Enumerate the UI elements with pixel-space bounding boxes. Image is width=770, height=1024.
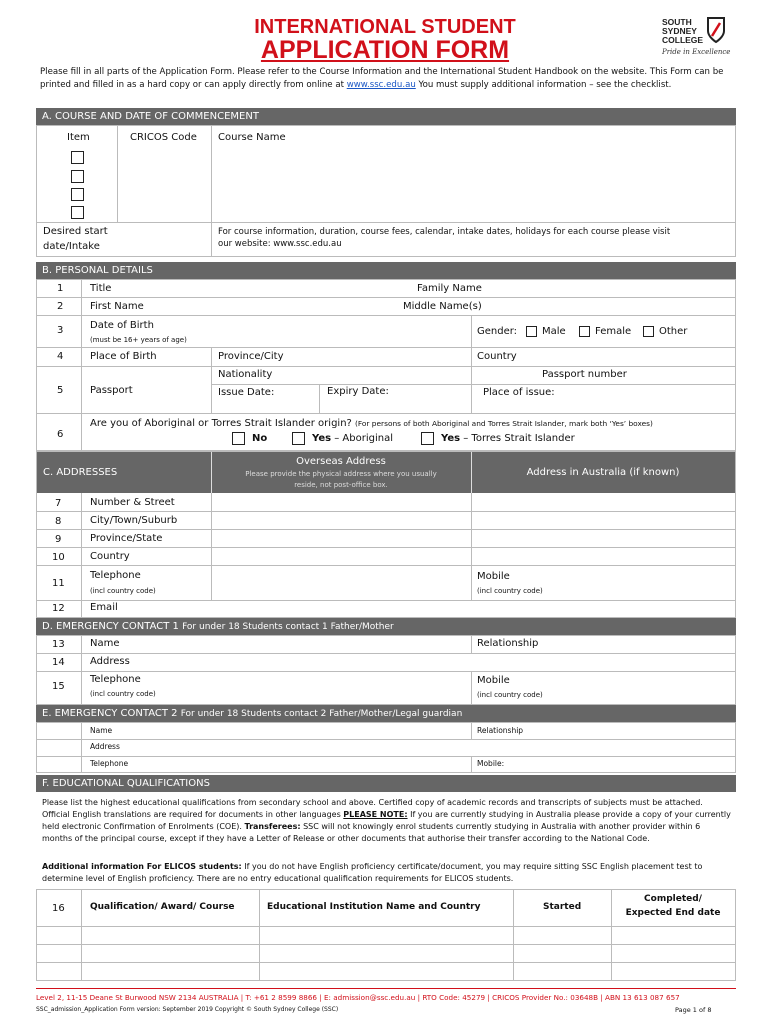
ec2-mobile-label: Mobile: (477, 759, 505, 768)
country-label: Country (477, 351, 517, 362)
gender-male-label: Male (542, 326, 566, 337)
aboriginal-yes-bold: Yes (312, 433, 332, 444)
aboriginal-question-text: Are you of Aboriginal or Torres Strait Islander origin? (90, 418, 352, 429)
row-num-4: 4 (57, 351, 64, 362)
aboriginal-yes-text: – Aboriginal (334, 433, 393, 444)
row-num-6: 6 (57, 429, 64, 440)
gender-other-checkbox[interactable] (643, 326, 654, 337)
row-num-16: 16 (52, 903, 65, 914)
row-num-7: 7 (55, 498, 62, 509)
address-telephone-label: Telephone (90, 570, 141, 581)
qual-para-1a: Please list the highest educational qualifications from secondary school and above. Certified copy of academic records and transcripts of subjects must be attached. Official English translations are required for documents in other languages (42, 798, 703, 819)
overseas-address-title: Overseas Address (296, 456, 386, 467)
form-title-line2: APPLICATION FORM (260, 36, 510, 64)
nationality-label: Nationality (218, 369, 273, 380)
logo-slogan: Pride in Excellence (662, 48, 731, 56)
street-label: Number & Street (90, 497, 175, 508)
row-num-14: 14 (52, 657, 65, 668)
footer-divider (36, 988, 736, 989)
gender-other-label: Other (659, 326, 688, 337)
qualifications-table (36, 889, 736, 981)
row-num-8: 8 (55, 516, 62, 527)
row-num-10: 10 (52, 552, 65, 563)
intro-text-2: You must supply additional information – see the checklist. (415, 80, 672, 90)
section-e-subtitle: For under 18 Students contact 2 Father/Mother/Legal guardian (180, 709, 463, 719)
logo-text-1: SOUTH (662, 17, 692, 27)
qual-para-1b: If you are currently studying in Australia please provide a copy of your currently held electronic Confirmation of Enrolments (COE). (42, 810, 731, 831)
section-b-title: B. PERSONAL DETAILS (42, 265, 153, 276)
passport-number-label: Passport number (542, 369, 627, 380)
qualifications-instructions (42, 797, 732, 845)
middle-name-label: Middle Name(s) (403, 301, 482, 312)
torres-yes-text: – Torres Strait Islander (463, 433, 575, 444)
section-d-table (36, 635, 736, 705)
qual-please-note: PLEASE NOTE: (343, 810, 408, 819)
section-a-title: A. COURSE AND DATE OF COMMENCEMENT (42, 111, 259, 122)
section-a-header (36, 108, 736, 125)
place-of-birth-label: Place of Birth (90, 351, 157, 362)
title-label: Title (90, 283, 112, 294)
logo-text-3: COLLEGE (662, 35, 704, 45)
elicos-bold: Additional information For ELICOS students: (42, 862, 242, 871)
ec1-mobile-label: Mobile (477, 675, 510, 686)
section-b-header (36, 262, 736, 279)
section-c-title: C. ADDRESSES (43, 467, 118, 478)
course-checkbox-2[interactable] (71, 170, 84, 183)
col-cricos: CRICOS Code (130, 132, 197, 143)
col-completed-1: Completed/ (644, 894, 702, 904)
ec1-telephone-label: Telephone (90, 674, 141, 685)
course-checkbox-4[interactable] (71, 206, 84, 219)
course-checkbox-3[interactable] (71, 188, 84, 201)
start-date-label-2: date/Intake (43, 241, 100, 252)
passport-label: Passport (90, 385, 133, 396)
col-completed-2: Expected End date (625, 908, 721, 918)
aboriginal-yes-checkbox[interactable] (292, 432, 305, 445)
section-f-title: F. EDUCATIONAL QUALIFICATIONS (42, 778, 210, 789)
overseas-note-2: reside, not post-office box. (294, 481, 388, 489)
place-of-issue-label: Place of issue: (483, 387, 555, 398)
section-d-subtitle: For under 18 Students contact 1 Father/Mother (182, 622, 394, 632)
dob-note: (must be 16+ years of age) (90, 336, 187, 344)
issue-date-label: Issue Date: (218, 387, 275, 398)
row-num-11: 11 (52, 578, 65, 589)
address-telephone-note: (incl country code) (90, 587, 156, 595)
section-f-header (36, 775, 736, 792)
address-country-label: Country (90, 551, 130, 562)
row-num-15: 15 (52, 681, 65, 692)
ec2-relationship-label: Relationship (477, 726, 524, 735)
aboriginal-question (90, 418, 653, 429)
website-link[interactable]: www.ssc.edu.au (346, 80, 416, 90)
logo-text-2: SYDNEY (662, 26, 697, 36)
shield-icon (706, 16, 726, 44)
qual-transferees: Transferees: (244, 822, 301, 831)
gender-female-checkbox[interactable] (579, 326, 590, 337)
row-num-2: 2 (57, 301, 64, 312)
footer-version: SSC_admission_Application Form version: September 2019 Copyright © South Sydney College (SSC) (36, 1006, 339, 1013)
australia-address-title: Address in Australia (if known) (526, 467, 680, 478)
row-num-13: 13 (52, 639, 65, 650)
row-num-3: 3 (57, 325, 64, 336)
footer-page: Page 1 of 8 (675, 1006, 712, 1014)
section-b-table (36, 279, 736, 451)
ec1-telephone-note: (incl country code) (90, 690, 156, 698)
course-info-line1: For course information, duration, course fees, calendar, intake dates, holidays for each course please visit (218, 227, 671, 237)
aboriginal-no-checkbox[interactable] (232, 432, 245, 445)
intro-text-1: Please fill in all parts of the Application Form. Please refer to the Course Information and the International Student Handbook on the website. This Form can be printed and filled in as a hard copy or can apply directly from online at (40, 67, 724, 90)
city-label: City/Town/Suburb (90, 515, 178, 526)
col-item: Item (67, 132, 90, 143)
row-num-12: 12 (52, 603, 65, 614)
gender-female-label: Female (595, 326, 632, 337)
dob-label: Date of Birth (90, 320, 154, 331)
section-d-title: D. EMERGENCY CONTACT 1 (42, 621, 179, 632)
email-label: Email (90, 602, 118, 613)
qual-para-1c: SSC will not knowingly enrol students currently studying in Australia with another provider within 6 months of the principal course, except if they have a Letter of Release or other documents that authorise their transfer according to the National Code. (42, 822, 701, 843)
section-e-title: E. EMERGENCY CONTACT 2 (42, 708, 178, 719)
col-course-name: Course Name (218, 132, 286, 143)
aboriginal-no-label: No (252, 433, 268, 444)
expiry-date-label: Expiry Date: (327, 386, 389, 397)
row-num-9: 9 (55, 534, 62, 545)
overseas-note-1: Please provide the physical address where you usually (245, 470, 437, 478)
course-checkbox-1[interactable] (71, 151, 84, 164)
family-name-label: Family Name (417, 283, 482, 294)
aboriginal-yes-label (312, 433, 393, 444)
section-e-table (36, 722, 736, 773)
province-city-label: Province/City (218, 351, 284, 362)
ec1-mobile-note: (incl country code) (477, 691, 543, 699)
form-title-line1: INTERNATIONAL STUDENT (254, 16, 516, 38)
torres-yes-label (441, 433, 575, 444)
course-info-line2: our website: www.ssc.edu.au (218, 239, 342, 249)
province-state-label: Province/State (90, 533, 163, 544)
gender-male-checkbox[interactable] (526, 326, 537, 337)
ec1-address-label: Address (90, 656, 130, 667)
ec2-name-label: Name (90, 726, 113, 735)
start-date-label-1: Desired start (43, 226, 108, 237)
col-qualification: Qualification/ Award/ Course (90, 902, 235, 912)
torres-yes-checkbox[interactable] (421, 432, 434, 445)
elicos-text: If you do not have English proficiency certificate/document, you may require sitting SSC English placement test to determine level of English proficiency. There are no entry educational qualification requirements for ELICOS students. (42, 862, 703, 883)
ec2-telephone-label: Telephone (90, 759, 129, 768)
torres-yes-bold: Yes (441, 433, 461, 444)
footer-address: Level 2, 11-15 Deane St Burwood NSW 2134 AUSTRALIA | T: +61 2 8599 8866 | E: admission@ssc.edu.au | RTO Code: 45279 | CRICOS Provider No.: 03648B | ABN 13 613 087 657 (36, 993, 680, 1002)
gender-label: Gender: (477, 326, 518, 337)
row-num-1: 1 (57, 283, 64, 294)
col-institution: Educational Institution Name and Country (267, 902, 481, 912)
intro-paragraph (40, 66, 740, 92)
row-num-5: 5 (57, 385, 64, 396)
col-started: Started (543, 902, 582, 912)
ec2-address-label: Address (90, 742, 120, 751)
address-mobile-note: (incl country code) (477, 587, 543, 595)
address-mobile-label: Mobile (477, 571, 510, 582)
ec1-relationship-label: Relationship (477, 638, 539, 649)
first-name-label: First Name (90, 301, 144, 312)
elicos-info (42, 861, 732, 885)
section-e-header (36, 705, 736, 722)
aboriginal-question-note: (For persons of both Aboriginal and Torres Strait Islander, mark both ‘Yes’ boxes) (355, 419, 653, 428)
section-c-table (36, 451, 736, 618)
section-a-table (36, 125, 736, 257)
ec1-name-label: Name (90, 638, 120, 649)
college-logo (662, 16, 742, 58)
section-d-header (36, 618, 736, 635)
